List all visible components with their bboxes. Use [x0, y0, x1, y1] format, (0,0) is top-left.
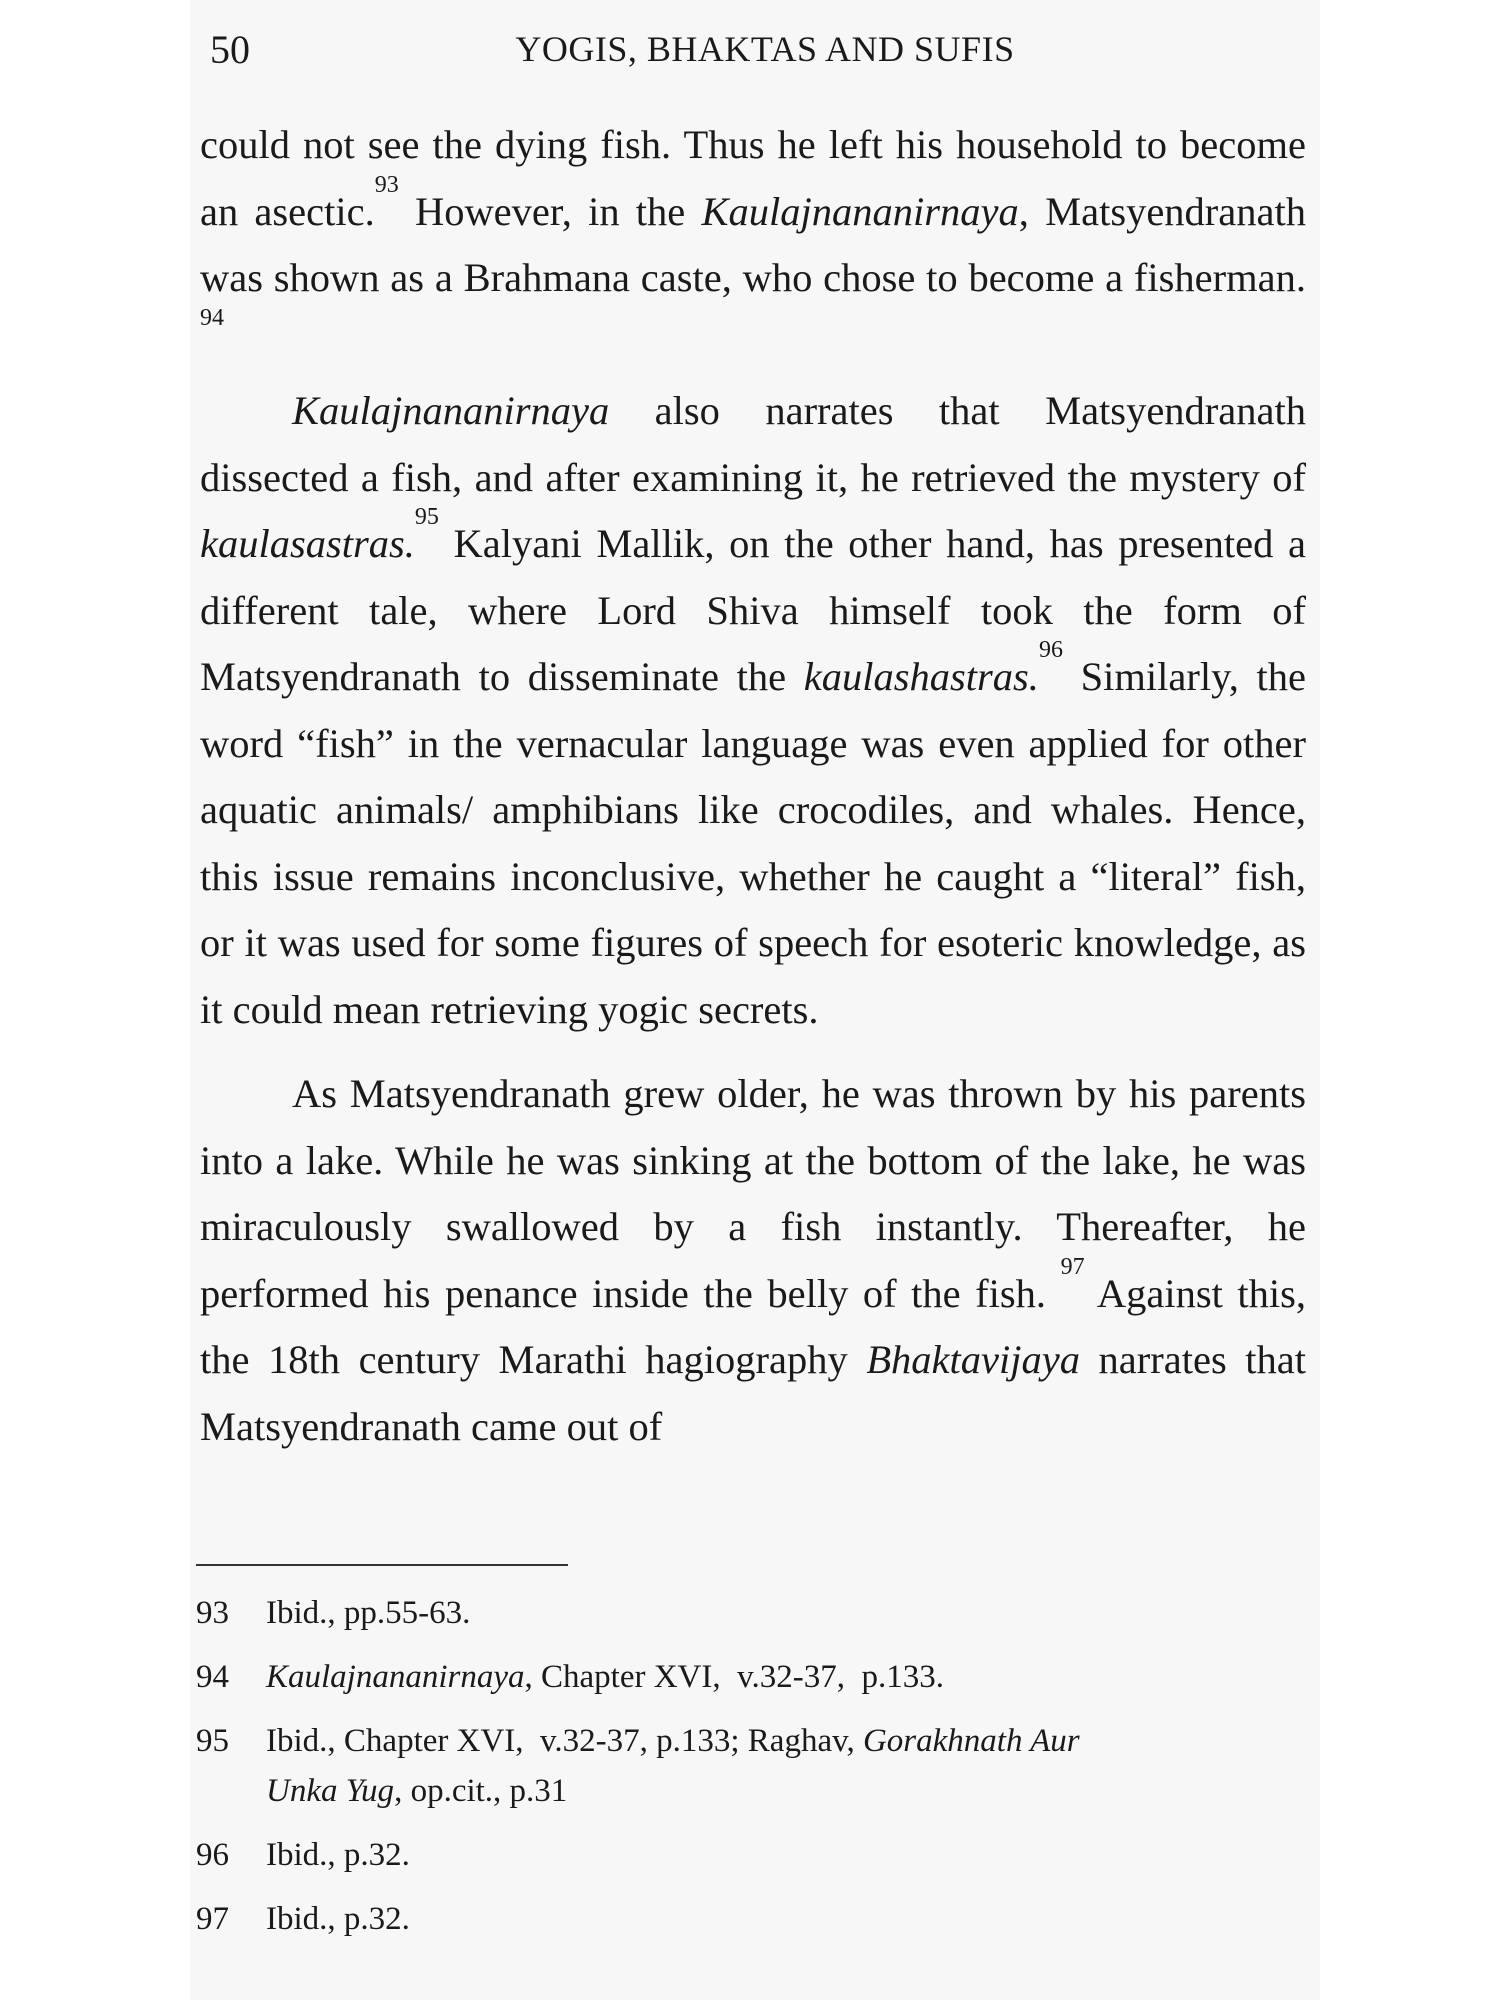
footnote-96 [196, 1830, 1296, 1880]
footnote-94 [196, 1652, 1296, 1702]
footnotes [196, 1588, 1296, 1958]
footnote-number: 94 [196, 1659, 229, 1695]
footnote-ref-93[interactable]: 93 [374, 171, 399, 198]
footnote-text: Ibid., p.32. [266, 1837, 410, 1873]
footnote-93 [196, 1588, 1296, 1638]
footnote-text: Ibid., p.32. [266, 1901, 410, 1937]
page-number: 50 [210, 27, 250, 72]
footnote-97 [196, 1894, 1296, 1944]
page-header [210, 26, 1310, 70]
footnote-ref-96[interactable]: 96 [1038, 637, 1063, 663]
footnote-italic: Kaulajnananirnaya [266, 1659, 525, 1695]
running-title: YOGIS, BHAKTAS AND SUFIS [515, 29, 1015, 69]
text-run: also narrates that Matsyendranath dissected a fish, and after examining it, he retrieved the mystery of [200, 388, 1306, 500]
footnote-text: Ibid., Chapter XVI, v.32-37, p.133; Raghav, [266, 1723, 863, 1759]
footnote-italic: Unka Yug [266, 1773, 395, 1809]
footnote-ref-94[interactable]: 94 [200, 304, 224, 331]
footnote-text: , op.cit., p.31 [394, 1773, 568, 1809]
italic-term: kaulashastras. [803, 654, 1039, 699]
footnote-95 [196, 1716, 1296, 1816]
footnote-text: , Chapter XVI, v.32-37, p.133. [524, 1659, 944, 1695]
footnote-italic: Gorakhnath Aur [862, 1723, 1080, 1759]
italic-title: Kaulajnananirnaya [292, 388, 610, 433]
text-run: Against this, the 18th century Marathi hagiography [200, 1270, 1306, 1382]
body-text [200, 112, 1306, 1460]
italic-term: kaulasastras. [200, 521, 415, 566]
footnote-ref-95[interactable]: 95 [414, 504, 439, 530]
paragraph-2 [200, 378, 1306, 1043]
paragraph-1 [200, 112, 1306, 378]
footnote-text: Ibid., pp.55-63. [266, 1595, 471, 1631]
text-run: As Matsyendranath grew older, he was thrown by his parents into a lake. While he was sinking at the bottom of the lake, he was miraculously swallowed by a fish instantly. Thereafter, he performed his penance inside the belly of the fish. [200, 1071, 1306, 1316]
footnote-divider [196, 1564, 568, 1566]
paragraph-3 [200, 1061, 1306, 1460]
text-run: Similarly, the word “fish” in the vernacular language was even applied for other aquatic animals/ amphibians like crocodiles, and whales. Hence, this issue remains inconclusive, whether he caught a “literal” fish, or it was used for some figures of speech for esoteric knowledge, as it could mean retrieving yogic secrets. [200, 654, 1306, 1032]
text-run: However, in the [398, 188, 702, 234]
paragraph-gap [200, 1043, 1306, 1061]
italic-title: Bhaktavijaya [866, 1337, 1080, 1382]
text-run: could not see the dying fish. Thus he left his household to become an asectic. [200, 122, 1306, 234]
italic-title: Kaulajnananirnaya [701, 188, 1019, 234]
footnote-number: 95 [196, 1723, 229, 1759]
footnote-number: 93 [196, 1595, 229, 1631]
text-run: narrates that Matsyendranath came out of [200, 1337, 1306, 1449]
text-run: Kalyani Mallik, on the other hand, has presented a different tale, where Lord Shiva himself took the form of Matsyendranath to disseminate the [200, 521, 1306, 699]
footnote-number: 96 [196, 1837, 229, 1873]
footnote-number: 97 [196, 1901, 229, 1937]
text-run: , Matsyendranath was shown as a Brahmana caste, who chose to become a fisherman. [200, 188, 1306, 300]
footnote-ref-97[interactable]: 97 [1060, 1253, 1085, 1280]
